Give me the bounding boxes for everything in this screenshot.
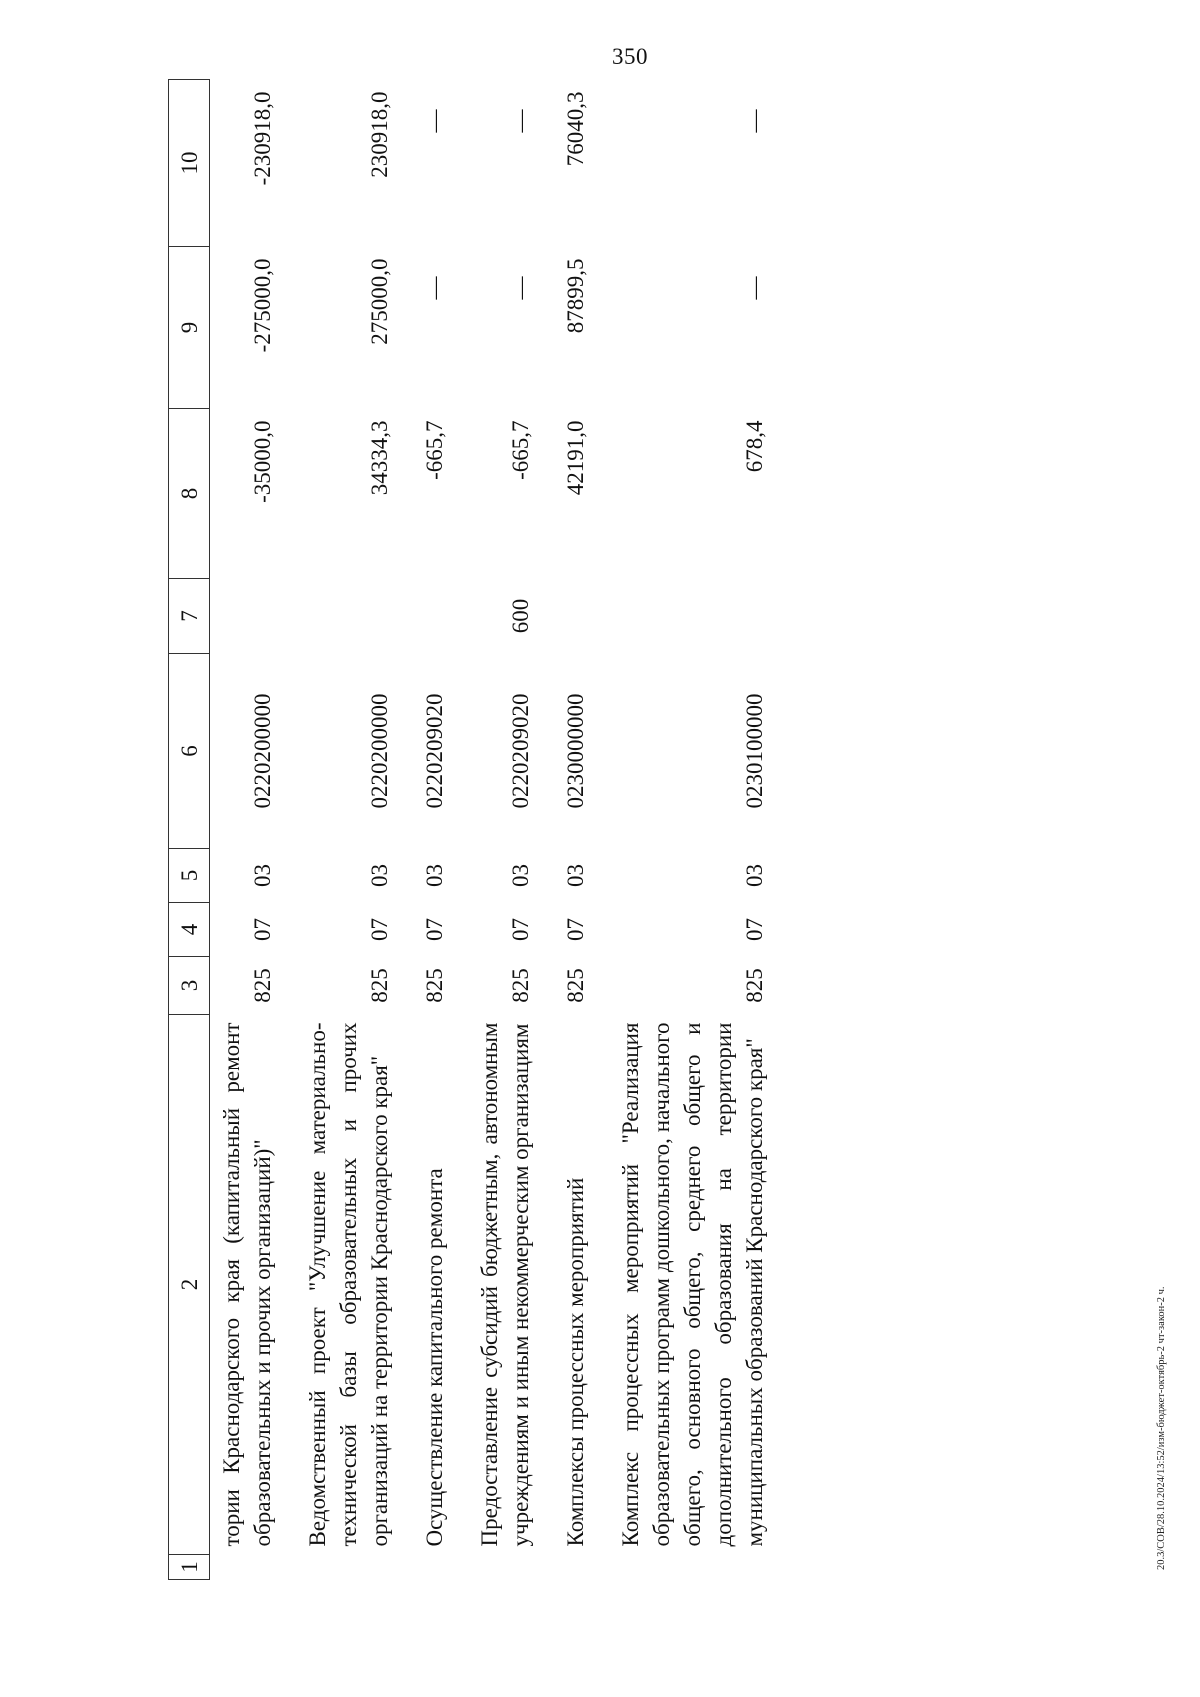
amount-col-8: 42191,0 xyxy=(563,420,588,496)
table-header xyxy=(169,80,210,1580)
amount-col-9: 87899,5 xyxy=(563,258,588,334)
target-article-code: 0220209020 xyxy=(422,693,447,809)
amount-col-10: -230918,0 xyxy=(250,91,275,186)
ministry-code: 825 xyxy=(422,968,447,1003)
row-name: Предоставление субсидий бюджетным, автономным учреждениям и иным некоммерческим организациям xyxy=(477,1022,533,1547)
header-col-10: 10 xyxy=(169,80,210,247)
amount-col-10: 76040,3 xyxy=(563,91,588,167)
row-number-cell xyxy=(609,1555,788,1580)
ministry-code: 825 xyxy=(367,968,392,1003)
amount-col-10: — xyxy=(508,109,533,133)
expense-type-code xyxy=(296,579,413,654)
amount-col-8: 34334,3 xyxy=(367,420,392,496)
ministry-code: 825 xyxy=(742,968,767,1003)
budget-table xyxy=(168,79,788,1580)
row-name: Комплексы процессных мероприятий xyxy=(563,1177,588,1547)
section-code: 07 xyxy=(508,918,533,941)
table-row xyxy=(413,80,468,1580)
section-code: 07 xyxy=(422,918,447,941)
ministry-code: 825 xyxy=(563,968,588,1003)
subsection-code: 03 xyxy=(422,864,447,887)
amount-col-9: — xyxy=(742,276,767,300)
table-row xyxy=(609,80,788,1580)
row-name: тории Краснодарского края (капитальный ремонт образовательных и прочих организаций)" xyxy=(219,1022,275,1547)
amount-col-8: -35000,0 xyxy=(250,420,275,503)
target-article-code: 0230000000 xyxy=(563,693,588,809)
row-number-cell xyxy=(210,1555,297,1580)
section-code: 07 xyxy=(742,918,767,941)
subsection-code: 03 xyxy=(508,864,533,887)
expense-type-code xyxy=(554,579,609,654)
row-name: Ведомственный проект "Улучшение материально-технической базы образовательных и прочих организаций на территории Краснодарского края" xyxy=(305,1022,392,1547)
header-col-7: 7 xyxy=(169,579,210,654)
expense-type-code: 600 xyxy=(508,598,533,634)
subsection-code: 03 xyxy=(250,864,275,887)
table-body xyxy=(210,80,789,1580)
header-row xyxy=(169,80,210,1580)
amount-col-8: -665,7 xyxy=(508,420,533,480)
ministry-code: 825 xyxy=(508,968,533,1003)
table-row xyxy=(554,80,609,1580)
header-col-8: 8 xyxy=(169,409,210,579)
header-col-3: 3 xyxy=(169,957,210,1015)
subsection-code: 03 xyxy=(742,864,767,887)
section-code: 07 xyxy=(563,918,588,941)
amount-col-9: 275000,0 xyxy=(367,258,392,345)
expense-type-code xyxy=(413,579,468,654)
document-footer-code: 20.3/СОВ/28.10.2024/13:52/изм-бюджет-октябрь-2 чт-закон-2 ч. xyxy=(1156,1286,1167,1570)
expense-type-code xyxy=(609,579,788,654)
section-code: 07 xyxy=(367,918,392,941)
header-col-4: 4 xyxy=(169,903,210,957)
header-col-9: 9 xyxy=(169,247,210,409)
amount-col-10: — xyxy=(742,109,767,133)
row-number-cell xyxy=(413,1555,468,1580)
amount-col-9: — xyxy=(508,276,533,300)
row-name: Осуществление капитального ремонта xyxy=(422,1168,447,1547)
amount-col-9: -275000,0 xyxy=(250,258,275,353)
subsection-code: 03 xyxy=(563,864,588,887)
section-code: 07 xyxy=(250,918,275,941)
amount-col-10: 230918,0 xyxy=(367,91,392,178)
row-number-cell xyxy=(296,1555,413,1580)
header-col-1: 1 xyxy=(169,1555,210,1580)
amount-col-10: — xyxy=(422,109,447,133)
target-article-code: 0220200000 xyxy=(367,693,392,809)
header-col-2: 2 xyxy=(169,1015,210,1555)
header-col-5: 5 xyxy=(169,849,210,903)
rotated-table-container xyxy=(168,80,1028,1580)
amount-col-9: — xyxy=(422,276,447,300)
row-number-cell xyxy=(554,1555,609,1580)
row-number-cell xyxy=(468,1555,554,1580)
table-row xyxy=(468,80,554,1580)
target-article-code: 0220200000 xyxy=(250,693,275,809)
row-name: Комплекс процессных мероприятий "Реализация образовательных программ дошкольного, начального общего, основного общего, среднего общего и дополнительного образования на территории муниципальных образований Краснодарского края" xyxy=(618,1022,767,1547)
table-row xyxy=(210,80,297,1580)
page-number: 350 xyxy=(612,44,648,69)
target-article-code: 0230100000 xyxy=(742,693,767,809)
subsection-code: 03 xyxy=(367,864,392,887)
header-col-6: 6 xyxy=(169,654,210,849)
table-row xyxy=(296,80,413,1580)
expense-type-code xyxy=(210,579,297,654)
amount-col-8: 678,4 xyxy=(742,420,767,473)
target-article-code: 0220209020 xyxy=(508,693,533,809)
ministry-code: 825 xyxy=(250,968,275,1003)
amount-col-8: -665,7 xyxy=(422,420,447,480)
